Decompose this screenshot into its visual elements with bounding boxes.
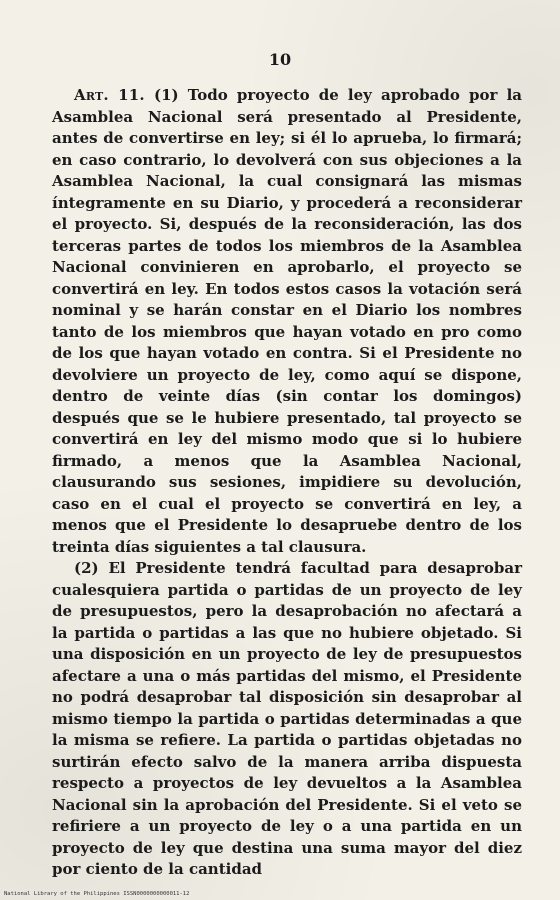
paragraph-2-text: (2) El Presidente tendrá facultad para desaprobar cualesquiera partida o partidas de un proyecto de ley de presupuestos, pero la desaprobación no afectará a la partida o partidas a las que no hubiere objetado. Si una disposición en un proyecto de ley de presupuestos afectare a una o más partidas del mismo, el Presidente no podrá desaprobar tal disposición sin desaprobar al mismo tiempo la partida o partidas determinadas a que la misma se refiere. La partida o partidas objetadas no surtirán efecto salvo de la manera arriba dispuesta respecto a proyectos de ley devueltos a la Asamblea Nacional sin la aprobación del Presidente. Si el veto se refiriere a un proyecto de ley o a una partida en un proyecto de ley que destina una suma mayor del diez por ciento de la cantidad — [52, 559, 522, 878]
article-paragraph-1 — [52, 85, 522, 558]
article-label: Art. 11. — [74, 86, 145, 104]
article-text — [52, 85, 522, 881]
paragraph-1-text: (1) Todo proyecto de ley aprobado por la Asamblea Nacional será presentado al Presidente, antes de convertirse en ley; si él lo aprueba, lo firmará; en caso contrario, lo devolverá con sus objeciones a la Asamblea Nacional, la cual consignará las mismas íntegramente en su Diario, y procederá a reconsiderar el proyecto. Si, después de la reconsideración, las dos terceras partes de todos los miembros de la Asamblea Nacional convinieren en aprobarlo, el proyecto se convertirá en ley. En todos estos casos la votación será nominal y se harán constar en el Diario los nombres tanto de los miembros que hayan votado en pro como de los que hayan votado en contra. Si el Presidente no devolviere un proyecto de ley, como aquí se dispone, dentro de veinte días (sin contar los domingos) después que se le hubiere presentado, tal proyecto se convertirá en ley del mismo modo que si lo hubiere firmado, a menos que la Asamblea Nacional, clausurando sus sesiones, impidiere su devolución, caso en el cual el proyecto se convertirá en ley, a menos que el Presidente lo desapruebe dentro de los treinta días siguientes a tal clausura. — [52, 86, 522, 556]
library-footer: National Library of the Philippines ISSN0000000000011-12 — [4, 891, 190, 897]
page-number: 10 — [268, 50, 292, 69]
article-paragraph-2 — [52, 558, 522, 881]
